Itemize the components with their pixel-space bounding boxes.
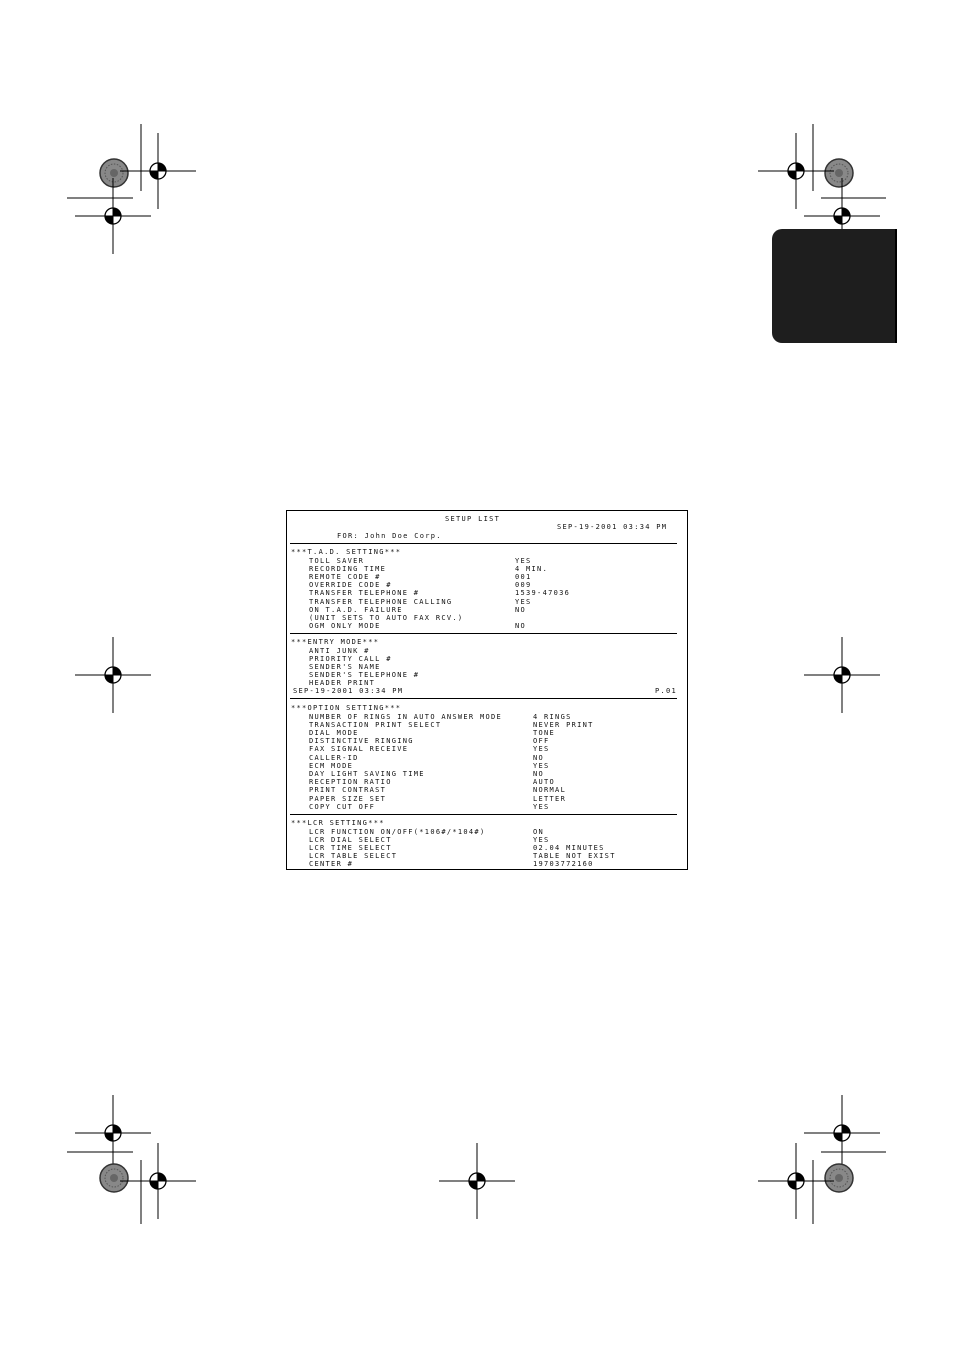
setting-value: TABLE NOT EXIST xyxy=(533,852,616,861)
crosshair-icon xyxy=(75,178,151,254)
setting-label: LCR TABLE SELECT xyxy=(309,852,398,861)
setting-label: OVERRIDE CODE # xyxy=(309,581,392,590)
divider xyxy=(290,698,677,699)
setting-value: 02.04 MINUTES xyxy=(533,843,605,852)
setting-label: TRANSACTION PRINT SELECT xyxy=(309,720,442,729)
footer-datetime: SEP-19-2001 03:34 PM xyxy=(293,687,404,695)
setting-label: OGM ONLY MODE xyxy=(309,622,381,631)
setting-value: NEVER PRINT xyxy=(533,720,594,729)
setting-label: TOLL SAVER xyxy=(309,556,365,565)
setting-value: 4 RINGS xyxy=(533,712,572,721)
crosshair-icon xyxy=(758,1143,834,1219)
report-datetime: SEP-19-2001 03:34 PM xyxy=(557,523,668,531)
setting-row xyxy=(287,614,687,622)
divider xyxy=(290,543,677,544)
setting-label: COPY CUT OFF xyxy=(309,802,376,811)
setting-label: (UNIT SETS TO AUTO FAX RCV.) xyxy=(309,613,464,622)
setting-row xyxy=(287,655,687,663)
setting-row xyxy=(287,663,687,671)
setting-value: OFF xyxy=(533,737,550,746)
setting-row xyxy=(287,557,687,565)
setting-row xyxy=(287,622,687,630)
setting-value: YES xyxy=(533,761,550,770)
setting-row xyxy=(287,860,687,868)
setting-row xyxy=(287,589,687,597)
setting-value: TONE xyxy=(533,728,556,737)
setting-row xyxy=(287,598,687,606)
setting-row xyxy=(287,671,687,679)
setting-label: LCR FUNCTION ON/OFF(*106#/*104#) xyxy=(309,827,486,836)
crosshair-icon xyxy=(804,1095,880,1171)
setting-value: YES xyxy=(515,597,532,606)
setting-value: NORMAL xyxy=(533,786,567,795)
setting-label: REMOTE CODE # xyxy=(309,572,381,581)
setting-label: SENDER'S NAME xyxy=(309,662,381,671)
setting-row xyxy=(287,581,687,589)
divider xyxy=(290,814,677,815)
setting-row xyxy=(287,786,687,794)
setting-value: 4 MIN. xyxy=(515,564,549,573)
crosshair-icon xyxy=(804,637,880,713)
chapter-tab xyxy=(772,229,897,343)
setting-row xyxy=(287,573,687,581)
setting-value: YES xyxy=(533,835,550,844)
setting-value: AUTO xyxy=(533,778,556,787)
section-heading-option: ***OPTION SETTING*** xyxy=(291,704,402,712)
crosshair-icon xyxy=(75,637,151,713)
setting-label: ON T.A.D. FAILURE xyxy=(309,605,403,614)
setting-row xyxy=(287,836,687,844)
setting-value: LETTER xyxy=(533,794,567,803)
setting-label: CALLER-ID xyxy=(309,753,359,762)
crosshair-icon xyxy=(120,1143,196,1219)
setting-label: ECM MODE xyxy=(309,761,354,770)
setting-value: YES xyxy=(533,745,550,754)
setting-row xyxy=(287,713,687,721)
setting-row xyxy=(287,770,687,778)
setting-row xyxy=(287,647,687,655)
setting-value: 009 xyxy=(515,581,532,590)
section-heading-tad: ***T.A.D. SETTING*** xyxy=(291,548,402,556)
setting-value: NO xyxy=(533,769,545,778)
setting-value: NO xyxy=(533,753,545,762)
setting-row xyxy=(287,803,687,811)
setting-label: PRIORITY CALL # xyxy=(309,654,392,663)
setting-label: PRINT CONTRAST xyxy=(309,786,387,795)
setting-label: LCR TIME SELECT xyxy=(309,843,392,852)
color-wheel-icon xyxy=(825,1164,853,1192)
setting-value: 1539-47036 xyxy=(515,589,571,598)
setting-row xyxy=(287,844,687,852)
setting-label: NUMBER OF RINGS IN AUTO ANSWER MODE xyxy=(309,712,503,721)
setting-label: FAX SIGNAL RECEIVE xyxy=(309,745,409,754)
setting-row xyxy=(287,745,687,753)
divider xyxy=(290,633,677,634)
setting-value: YES xyxy=(515,556,532,565)
setting-row xyxy=(287,565,687,573)
setting-row xyxy=(287,721,687,729)
section-heading-lcr: ***LCR SETTING*** xyxy=(291,819,385,827)
setting-row xyxy=(287,762,687,770)
footer-page: P.01 xyxy=(655,687,678,695)
setting-label: CENTER # xyxy=(309,860,354,869)
setting-label: HEADER PRINT xyxy=(309,679,376,688)
report-title: SETUP LIST xyxy=(445,515,501,523)
setting-row xyxy=(287,737,687,745)
setting-row xyxy=(287,729,687,737)
setting-row xyxy=(287,795,687,803)
setting-label: DIAL MODE xyxy=(309,728,359,737)
crosshair-icon xyxy=(75,1095,151,1171)
setting-label: ANTI JUNK # xyxy=(309,646,370,655)
setting-row xyxy=(287,754,687,762)
crosshair-icon xyxy=(439,1143,515,1219)
setting-label: LCR DIAL SELECT xyxy=(309,835,392,844)
color-wheel-icon xyxy=(100,1164,128,1192)
setting-row xyxy=(287,828,687,836)
setting-value: 19703772160 xyxy=(533,860,594,869)
report-for-line: FOR: John Doe Corp. xyxy=(337,532,442,540)
setting-label: TRANSFER TELEPHONE # xyxy=(309,589,420,598)
setting-label: RECEPTION RATIO xyxy=(309,778,392,787)
setting-label: PAPER SIZE SET xyxy=(309,794,387,803)
section-heading-entry: ***ENTRY MODE*** xyxy=(291,638,380,646)
setting-value: YES xyxy=(533,802,550,811)
setting-label: TRANSFER TELEPHONE CALLING xyxy=(309,597,453,606)
setup-list-printout xyxy=(286,510,688,870)
setting-label: DAY LIGHT SAVING TIME xyxy=(309,769,425,778)
setting-label: SENDER'S TELEPHONE # xyxy=(309,671,420,680)
setting-row xyxy=(287,778,687,786)
setting-value: 001 xyxy=(515,572,532,581)
setting-label: RECORDING TIME xyxy=(309,564,387,573)
setting-label: DISTINCTIVE RINGING xyxy=(309,737,414,746)
setting-row xyxy=(287,606,687,614)
setting-value: ON xyxy=(533,827,545,836)
color-wheel-icon xyxy=(100,159,128,187)
setting-row xyxy=(287,852,687,860)
setting-value: NO xyxy=(515,605,527,614)
color-wheel-icon xyxy=(825,159,853,187)
setting-value: NO xyxy=(515,622,527,631)
